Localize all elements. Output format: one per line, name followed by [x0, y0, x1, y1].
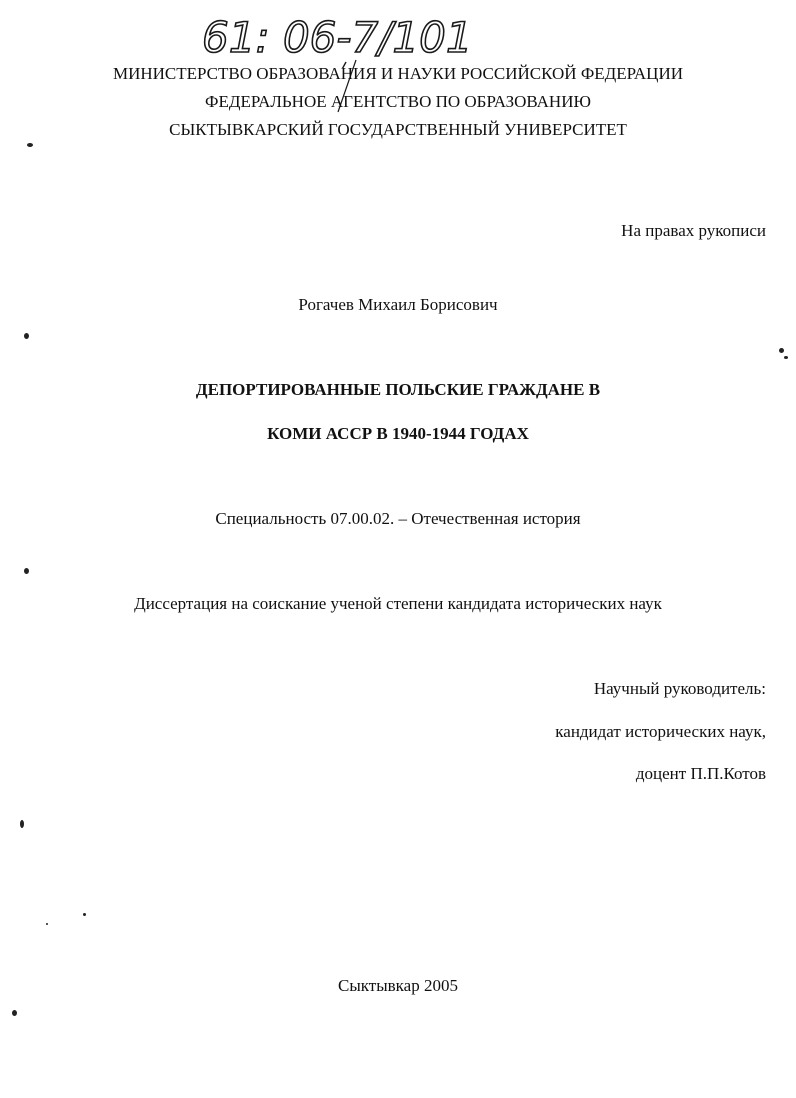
author-name: Рогачев Михаил Борисович — [298, 295, 498, 314]
handwritten-number-text: 61: 06-7/101 — [202, 13, 473, 62]
scan-speck — [24, 568, 29, 574]
scan-speck — [779, 348, 784, 353]
university-heading: СЫКТЫВКАРСКИЙ ГОСУДАРСТВЕННЫЙ УНИВЕРСИТЕТ — [169, 120, 627, 139]
scan-speck — [83, 913, 86, 916]
scan-speck — [27, 143, 33, 147]
agency-heading: ФЕДЕРАЛЬНОЕ АГЕНТСТВО ПО ОБРАЗОВАНИЮ — [205, 92, 591, 111]
ministry-heading: МИНИСТЕРСТВО ОБРАЗОВАНИЯ И НАУКИ РОССИЙСКОЙ ФЕДЕРАЦИИ — [112, 64, 684, 83]
manuscript-rights-note: На правах рукописи — [621, 221, 766, 240]
dissertation-title-line-2: КОМИ АССР В 1940-1944 ГОДАХ — [267, 424, 529, 443]
scan-speck — [46, 923, 48, 925]
dissertation-type-line: Диссертация на соискание ученой степени кандидата исторических наук — [134, 594, 662, 613]
supervisor-name: доцент П.П.Котов — [635, 764, 766, 783]
scan-speck — [20, 820, 24, 828]
scan-speck — [24, 333, 29, 339]
specialty-line: Специальность 07.00.02. – Отечественная история — [215, 509, 581, 528]
scan-speck — [12, 1010, 17, 1016]
city-year: Сыктывкар 2005 — [338, 976, 458, 995]
dissertation-title-line-1: ДЕПОРТИРОВАННЫЕ ПОЛЬСКИЕ ГРАЖДАНЕ В — [195, 380, 601, 399]
supervisor-label: Научный руководитель: — [593, 679, 766, 698]
scan-speck — [784, 356, 788, 359]
supervisor-degree: кандидат исторических наук, — [555, 722, 766, 741]
